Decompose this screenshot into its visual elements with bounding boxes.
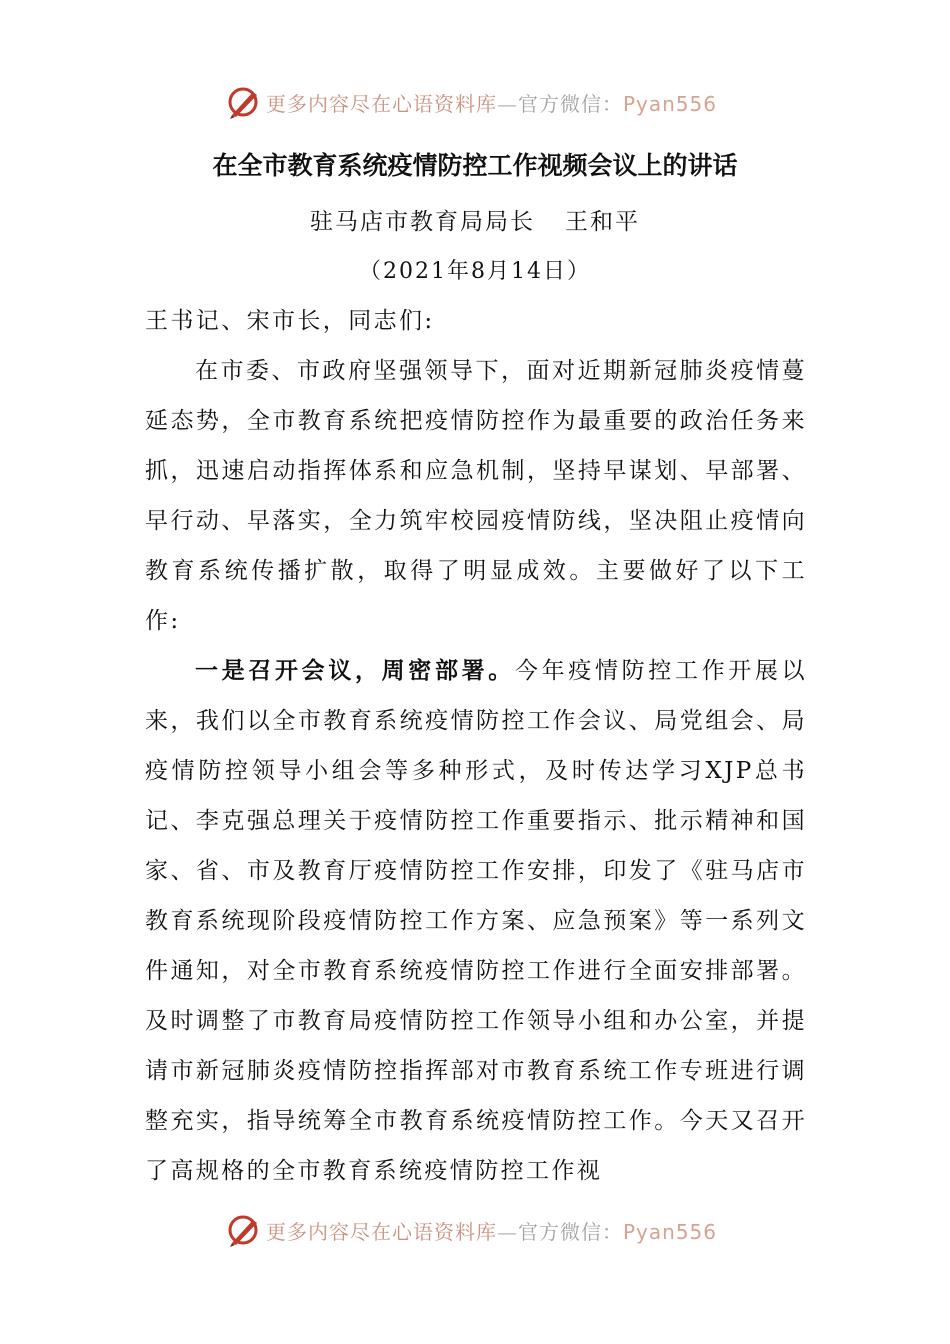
section-1-paragraph: [145, 646, 807, 1196]
document-title: 在全市教育系统疫情防控工作视频会议上的讲话: [212, 151, 738, 180]
watermark-separator: —: [497, 1219, 518, 1244]
watermark-separator: —: [497, 91, 518, 116]
speech-date: （2021年8月14日）: [359, 259, 591, 284]
watermark-text: [266, 88, 717, 117]
author-title: 驻马店市教育局局长: [310, 209, 535, 235]
watermark-id: Pyan556: [623, 1219, 718, 1244]
watermark-site: 更多内容尽在心语资料库: [266, 1219, 497, 1244]
watermark-id: Pyan556: [623, 91, 718, 116]
watermark-footer: [226, 1210, 746, 1250]
document-body: [145, 296, 807, 1196]
pen-logo-icon: [226, 84, 262, 120]
section-1-heading: 一是召开会议，周密部署。: [195, 657, 515, 684]
author-name: 王和平: [565, 209, 640, 235]
section-1-body: 今年疫情防控工作开展以来，我们以全市教育系统疫情防控工作会议、局党组会、局疫情防控领导小组会等多种形式，及时传达学习XJP总书记、李克强总理关于疫情防控工作重要指示、批示精神和国家、省、市及教育厅疫情防控工作安排，印发了《驻马店市教育系统现阶段疫情防控工作方案、应急预案》等一系列文件通知，对全市教育系统疫情防控工作进行全面安排部署。及时调整了市教育局疫情防控工作领导小组和办公室，并提请市新冠肺炎疫情防控指挥部对市教育系统工作专班进行调整充实，指导统筹全市教育系统疫情防控工作。今天又召开了高规格的全市教育系统疫情防控工作视: [145, 658, 807, 1184]
watermark-text: [266, 1216, 717, 1245]
watermark-label: 官方微信：: [518, 91, 623, 116]
author-line: [0, 203, 950, 236]
salutation: 王书记、宋市长，同志们:: [145, 308, 435, 334]
watermark-label: 官方微信：: [518, 1219, 623, 1244]
intro-paragraph: 在市委、市政府坚强领导下，面对近期新冠肺炎疫情蔓延态势，全市教育系统把疫情防控作为最重要的政治任务来抓，迅速启动指挥体系和应急机制，坚持早谋划、早部署、早行动、早落实，全力筑牢校园疫情防线，坚决阻止疫情向教育系统传播扩散，取得了明显成效。主要做好了以下工作:: [145, 358, 807, 634]
watermark-site: 更多内容尽在心语资料库: [266, 91, 497, 116]
watermark-header: [226, 82, 746, 122]
pen-logo-icon: [226, 1212, 262, 1248]
